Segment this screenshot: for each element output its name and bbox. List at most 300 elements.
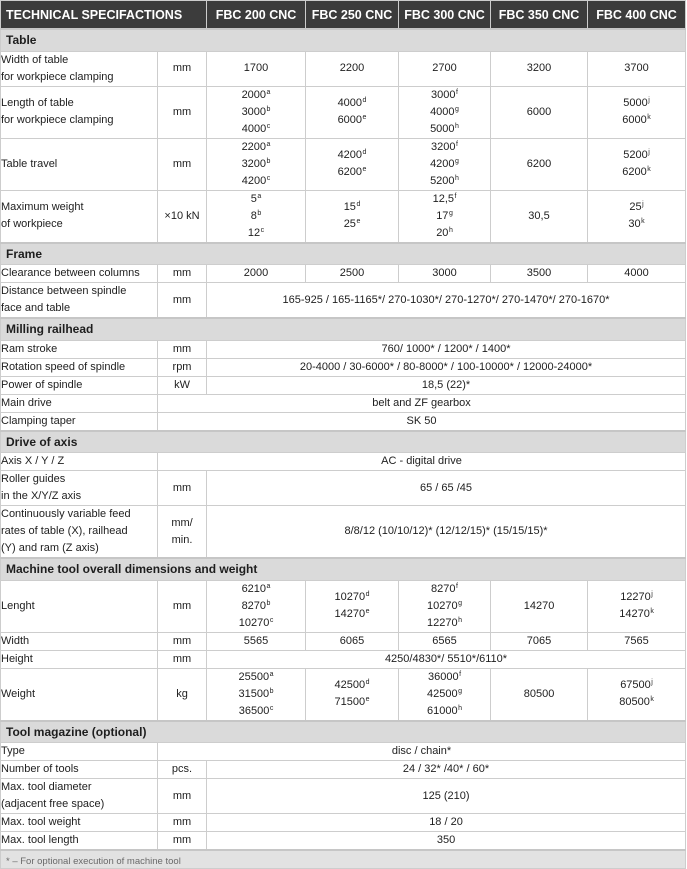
spec-value-cell: [588, 86, 686, 138]
spec-value-cell: [306, 138, 399, 190]
spec-row: [1, 86, 686, 138]
spec-value: 4200: [337, 149, 363, 161]
spec-label-line: Length of table: [1, 97, 74, 109]
spec-label-line: Max. tool diameter: [1, 781, 92, 793]
spec-value-cell: [588, 668, 686, 721]
spec-row: [1, 394, 686, 412]
spec-unit-line: rpm: [172, 360, 192, 373]
section-title: Milling railhead: [1, 318, 686, 340]
spec-label-line: Main drive: [1, 396, 52, 409]
spec-value: 6000: [337, 114, 363, 126]
spec-value-cell: [306, 632, 399, 650]
spec-value-cell: [207, 190, 306, 243]
spec-value-line: [207, 104, 305, 121]
spec-value: 24 / 32* /40* / 60*: [402, 763, 490, 775]
spec-value-line: [207, 598, 305, 615]
spec-unit: [158, 358, 207, 376]
spec-value: 10270: [238, 616, 270, 629]
spec-label: [1, 265, 158, 283]
spec-label: [1, 394, 158, 412]
variant-superscript: c: [260, 226, 265, 234]
spec-value-line: [588, 199, 685, 216]
variant-superscript: e: [356, 218, 361, 225]
section-header-row: [1, 318, 686, 340]
section-header-row: [1, 431, 686, 453]
spec-value-line: [207, 703, 305, 720]
variant-superscript: a: [257, 192, 262, 200]
model-header-fbc-200: FBC 200 CNC: [207, 1, 306, 30]
spec-value-line: [207, 87, 305, 104]
spec-value-line: [207, 686, 305, 703]
spec-label-line: Weight: [1, 687, 36, 700]
spec-value-cell: [207, 86, 306, 138]
spec-unit-line: mm: [172, 293, 192, 306]
variant-superscript: g: [458, 599, 463, 607]
spec-row: [1, 412, 686, 431]
variant-superscript: d: [362, 149, 367, 156]
spec-value-all-models: [207, 832, 686, 851]
spec-label-line: Height: [1, 652, 33, 665]
spec-value-line: [588, 589, 685, 606]
spec-label: [1, 814, 158, 832]
spec-value: 2000: [241, 88, 267, 101]
spec-unit: [158, 190, 207, 243]
spec-value: 15: [343, 201, 356, 213]
spec-value-cell: [588, 632, 686, 650]
spec-row: [1, 632, 686, 650]
model-header-fbc-250: FBC 250 CNC: [306, 1, 399, 30]
spec-unit: [158, 138, 207, 190]
spec-unit: [158, 632, 207, 650]
spec-value-cell: [306, 86, 399, 138]
spec-value-cell: [588, 580, 686, 632]
spec-row: [1, 580, 686, 632]
footnote-text: * – For optional execution of machine tool: [1, 850, 686, 869]
spec-value-line: [491, 104, 587, 121]
spec-row: [1, 650, 686, 668]
spec-value: 6000: [526, 105, 552, 118]
variant-superscript: b: [266, 157, 271, 165]
spec-value: 3700: [624, 62, 649, 74]
spec-value-cell: [399, 580, 491, 632]
variant-superscript: j: [648, 97, 650, 104]
spec-value-cell: [306, 668, 399, 721]
spec-label-line: Rotation speed of spindle: [1, 360, 126, 373]
spec-value: 3200: [241, 157, 267, 170]
spec-value: 36000: [427, 670, 459, 683]
spec-row: [1, 832, 686, 851]
spec-value-line: [207, 633, 305, 650]
spec-unit-line: min.: [171, 533, 193, 546]
spec-value-line: [588, 164, 685, 181]
spec-value-cell: [399, 86, 491, 138]
variant-superscript: c: [269, 704, 274, 712]
variant-superscript: f: [459, 670, 462, 678]
spec-value: 2000: [243, 267, 269, 279]
spec-value-line: [306, 147, 398, 164]
spec-value: 14270: [523, 599, 555, 612]
spec-value-line: [399, 121, 490, 138]
spec-value: 3200: [431, 140, 456, 153]
variant-superscript: d: [362, 97, 367, 104]
spec-value-cell: [588, 51, 686, 86]
spec-value: 8270: [431, 582, 456, 595]
spec-unit-line: mm: [172, 342, 192, 355]
spec-row: [1, 51, 686, 86]
spec-unit: [158, 86, 207, 138]
spec-value-line: [491, 265, 587, 282]
section-header-row: [1, 721, 686, 743]
variant-superscript: f: [456, 88, 458, 96]
spec-value: 5200: [623, 149, 648, 161]
spec-value: 8: [250, 209, 257, 222]
spec-value-line: [588, 216, 685, 233]
spec-value: 42500: [334, 679, 366, 691]
spec-value: 3200: [526, 62, 552, 74]
spec-value-line: [207, 60, 305, 77]
spec-value: AC - digital drive: [381, 455, 462, 467]
spec-value-line: [306, 112, 398, 129]
variant-superscript: c: [266, 174, 271, 182]
spec-value-cell: [588, 190, 686, 243]
spec-value: 25500: [238, 670, 270, 683]
spec-value-all-models: [207, 376, 686, 394]
spec-label-line: for workpiece clamping: [1, 114, 114, 126]
model-header-fbc-350: FBC 350 CNC: [491, 1, 588, 30]
spec-label: [1, 283, 158, 319]
spec-value-line: [491, 156, 587, 173]
variant-superscript: k: [647, 166, 651, 173]
spec-value: 8270: [241, 599, 267, 612]
spec-value: disc / chain*: [391, 745, 452, 757]
spec-value-line: [207, 173, 305, 190]
spec-value-line: [399, 60, 490, 77]
spec-unit-line: mm: [172, 634, 192, 647]
spec-label: [1, 632, 158, 650]
spec-value-line: [588, 265, 685, 282]
spec-unit-line: ×10 kN: [164, 209, 200, 222]
spec-unit-line: mm: [172, 834, 192, 846]
variant-superscript: k: [650, 608, 654, 615]
spec-unit: [158, 650, 207, 668]
spec-value: 4200: [430, 157, 455, 170]
spec-row: [1, 471, 686, 506]
spec-value-cell: [588, 265, 686, 283]
variant-superscript: e: [365, 696, 370, 703]
specifications-body: [1, 29, 686, 850]
variant-superscript: b: [257, 209, 262, 217]
spec-value-line: [306, 606, 398, 623]
spec-value: 2200: [241, 140, 267, 153]
spec-value-cell: [491, 265, 588, 283]
variant-superscript: f: [456, 582, 458, 590]
model-header-fbc-400: FBC 400 CNC: [588, 1, 686, 30]
spec-label-line: rates of table (X), railhead: [1, 525, 128, 537]
spec-value: 125 (210): [422, 789, 470, 802]
spec-value-cell: [491, 580, 588, 632]
spec-label-line: Clearance between columns: [1, 267, 140, 279]
spec-value: 6000: [622, 114, 647, 126]
spec-unit-line: mm: [172, 816, 192, 828]
spec-value: 12,5: [432, 192, 454, 205]
spec-value-cell: [207, 668, 306, 721]
spec-value: 6565: [432, 634, 457, 647]
spec-value-line: [399, 87, 490, 104]
spec-value: 20: [436, 226, 449, 239]
spec-label: [1, 832, 158, 851]
spec-unit-line: mm: [172, 481, 192, 494]
spec-value: 4250/4830*/ 5510*/6110*: [384, 652, 508, 665]
variant-superscript: j: [651, 591, 653, 598]
spec-label-line: Number of tools: [1, 763, 79, 775]
spec-label: [1, 779, 158, 814]
spec-value-line: [588, 95, 685, 112]
spec-row: [1, 779, 686, 814]
spec-label: [1, 340, 158, 358]
spec-value: 10270: [334, 591, 366, 603]
footnote-row: [1, 850, 686, 869]
section-title: Machine tool overall dimensions and weight: [1, 558, 686, 580]
spec-unit: [158, 51, 207, 86]
spec-unit: [158, 832, 207, 851]
section-header-row: [1, 558, 686, 580]
spec-value: 18 / 20: [429, 816, 463, 828]
spec-value: 2200: [339, 62, 365, 74]
spec-value: 3000: [432, 267, 457, 279]
spec-value: 17: [436, 209, 449, 222]
variant-superscript: d: [365, 679, 370, 686]
spec-row: [1, 506, 686, 559]
variant-superscript: k: [647, 114, 651, 121]
spec-label-line: Continuously variable feed: [1, 508, 131, 520]
spec-label: [1, 358, 158, 376]
spec-value: 12270: [620, 591, 651, 603]
spec-value-line: [306, 164, 398, 181]
spec-value-line: [399, 686, 490, 703]
variant-superscript: c: [269, 616, 274, 624]
variant-superscript: h: [455, 122, 459, 130]
spec-value: 25: [343, 218, 356, 230]
variant-superscript: j: [648, 149, 650, 156]
spec-value-cell: [399, 668, 491, 721]
spec-value-all-models: [158, 412, 686, 431]
spec-value: 67500: [620, 679, 651, 691]
spec-label: [1, 668, 158, 721]
spec-unit: [158, 814, 207, 832]
model-header-fbc-300: FBC 300 CNC: [399, 1, 491, 30]
spec-value: 30,5: [528, 209, 550, 222]
section-header-row: [1, 29, 686, 51]
spec-value-line: [588, 60, 685, 77]
spec-value-line: [399, 225, 490, 242]
table-header-row: [1, 1, 686, 30]
spec-value-line: [399, 139, 490, 156]
variant-superscript: f: [454, 192, 457, 200]
spec-value: SK 50: [406, 414, 437, 427]
spec-label: [1, 51, 158, 86]
spec-value: 6200: [622, 166, 647, 178]
spec-unit-line: mm: [172, 789, 192, 802]
spec-value-line: [306, 95, 398, 112]
section-title: Drive of axis: [1, 431, 686, 453]
spec-unit-line: mm: [172, 267, 192, 279]
spec-value: 7565: [624, 634, 649, 647]
spec-label: [1, 506, 158, 559]
spec-value-line: [306, 589, 398, 606]
spec-row: [1, 761, 686, 779]
spec-value-line: [588, 633, 685, 650]
variant-superscript: a: [266, 582, 271, 590]
spec-label: [1, 650, 158, 668]
spec-label-line: of workpiece: [1, 218, 63, 230]
spec-value-cell: [491, 668, 588, 721]
spec-label: [1, 471, 158, 506]
variant-superscript: b: [266, 599, 271, 607]
variant-superscript: e: [362, 166, 367, 173]
variant-superscript: d: [356, 201, 361, 208]
spec-value-cell: [491, 138, 588, 190]
spec-value: 3500: [526, 267, 552, 279]
spec-value-line: [306, 216, 398, 233]
spec-value-line: [399, 208, 490, 225]
spec-row: [1, 138, 686, 190]
spec-unit-line: mm: [172, 652, 192, 665]
table-title: TECHNICAL SPECIFACTIONS: [1, 1, 207, 30]
spec-value-line: [399, 104, 490, 121]
spec-label: [1, 453, 158, 471]
spec-value: 12270: [427, 616, 458, 629]
spec-value-cell: [399, 632, 491, 650]
spec-value-all-models: [207, 340, 686, 358]
spec-value-all-models: [207, 814, 686, 832]
spec-label: [1, 376, 158, 394]
spec-label-line: Clamping taper: [1, 414, 76, 427]
spec-value-line: [306, 694, 398, 711]
spec-value-cell: [491, 51, 588, 86]
spec-value-line: [399, 173, 490, 190]
spec-value: 5000: [430, 122, 455, 135]
spec-value: 760/ 1000* / 1200* / 1400*: [381, 342, 511, 355]
spec-value-all-models: [207, 506, 686, 559]
spec-label-line: Table travel: [1, 157, 58, 170]
spec-value-all-models: [207, 761, 686, 779]
spec-row: [1, 743, 686, 761]
variant-superscript: g: [448, 209, 453, 217]
spec-value-cell: [399, 51, 491, 86]
spec-label-line: Max. tool length: [1, 834, 79, 846]
spec-value-all-models: [207, 283, 686, 319]
spec-unit: [158, 506, 207, 559]
spec-unit-line: kW: [174, 378, 190, 391]
spec-value: 80500: [619, 696, 650, 708]
spec-value-all-models: [158, 453, 686, 471]
variant-superscript: k: [641, 218, 645, 225]
spec-label: [1, 190, 158, 243]
variant-superscript: h: [448, 226, 453, 234]
spec-value: 18,5 (22)*: [421, 378, 471, 391]
spec-value: 165-925 / 165-1165*/ 270-1030*/ 270-1270*/ 270-1470*/ 270-1670*: [282, 293, 610, 306]
spec-value-line: [588, 677, 685, 694]
spec-value-cell: [399, 265, 491, 283]
variant-superscript: b: [269, 687, 274, 695]
spec-row: [1, 340, 686, 358]
spec-value-line: [491, 208, 587, 225]
spec-label-line: Axis X / Y / Z: [1, 455, 65, 467]
spec-value-line: [399, 669, 490, 686]
spec-value-cell: [207, 580, 306, 632]
spec-value: 5000: [623, 97, 648, 109]
spec-value-line: [207, 121, 305, 138]
spec-row: [1, 453, 686, 471]
spec-unit-line: mm/: [171, 516, 193, 529]
spec-value-cell: [491, 86, 588, 138]
spec-value: 65 / 65 /45: [420, 481, 473, 494]
spec-value-line: [207, 139, 305, 156]
spec-value: 71500: [334, 696, 366, 708]
spec-value-cell: [306, 265, 399, 283]
spec-value: 4000: [337, 97, 363, 109]
spec-unit: [158, 265, 207, 283]
spec-value-cell: [207, 138, 306, 190]
spec-unit: [158, 580, 207, 632]
variant-superscript: a: [266, 140, 271, 148]
variant-superscript: e: [362, 114, 367, 121]
spec-value-cell: [306, 580, 399, 632]
spec-unit-line: mm: [172, 105, 192, 118]
spec-value: 1700: [243, 62, 269, 74]
spec-row: [1, 668, 686, 721]
spec-unit-line: pcs.: [171, 763, 193, 775]
spec-value-line: [306, 677, 398, 694]
spec-value: 20-4000 / 30-6000* / 80-8000* / 100-10000* / 12000-24000*: [299, 360, 593, 373]
spec-label-line: Power of spindle: [1, 378, 83, 391]
spec-label: [1, 86, 158, 138]
spec-label: [1, 412, 158, 431]
spec-unit: [158, 340, 207, 358]
spec-value-cell: [207, 51, 306, 86]
section-title: Frame: [1, 243, 686, 265]
spec-label-line: Width of table: [1, 53, 69, 66]
spec-label-line: Width: [1, 634, 30, 647]
spec-value: 6200: [337, 166, 363, 178]
spec-label: [1, 743, 158, 761]
variant-superscript: e: [365, 608, 370, 615]
spec-label-line: face and table: [1, 302, 71, 314]
spec-value: 6200: [526, 157, 552, 170]
spec-value: 80500: [523, 687, 555, 700]
spec-label: [1, 580, 158, 632]
spec-value-line: [399, 615, 490, 632]
spec-unit: [158, 283, 207, 319]
spec-value-line: [588, 112, 685, 129]
spec-value-all-models: [207, 650, 686, 668]
spec-value: 61000: [427, 704, 458, 717]
spec-value-line: [491, 60, 587, 77]
spec-value: 5200: [430, 174, 455, 187]
spec-value-line: [306, 633, 398, 650]
spec-row: [1, 376, 686, 394]
spec-unit: [158, 779, 207, 814]
spec-unit-line: mm: [172, 157, 192, 170]
spec-unit: [158, 761, 207, 779]
spec-label-line: (Y) and ram (Z axis): [1, 542, 99, 554]
spec-value-line: [588, 147, 685, 164]
variant-superscript: j: [642, 201, 644, 208]
spec-unit-line: mm: [172, 62, 192, 74]
spec-label-line: (adjacent free space): [1, 798, 105, 810]
spec-value: 8/8/12 (10/10/12)* (12/12/15)* (15/15/15)*: [344, 525, 548, 537]
variant-superscript: b: [266, 105, 271, 113]
